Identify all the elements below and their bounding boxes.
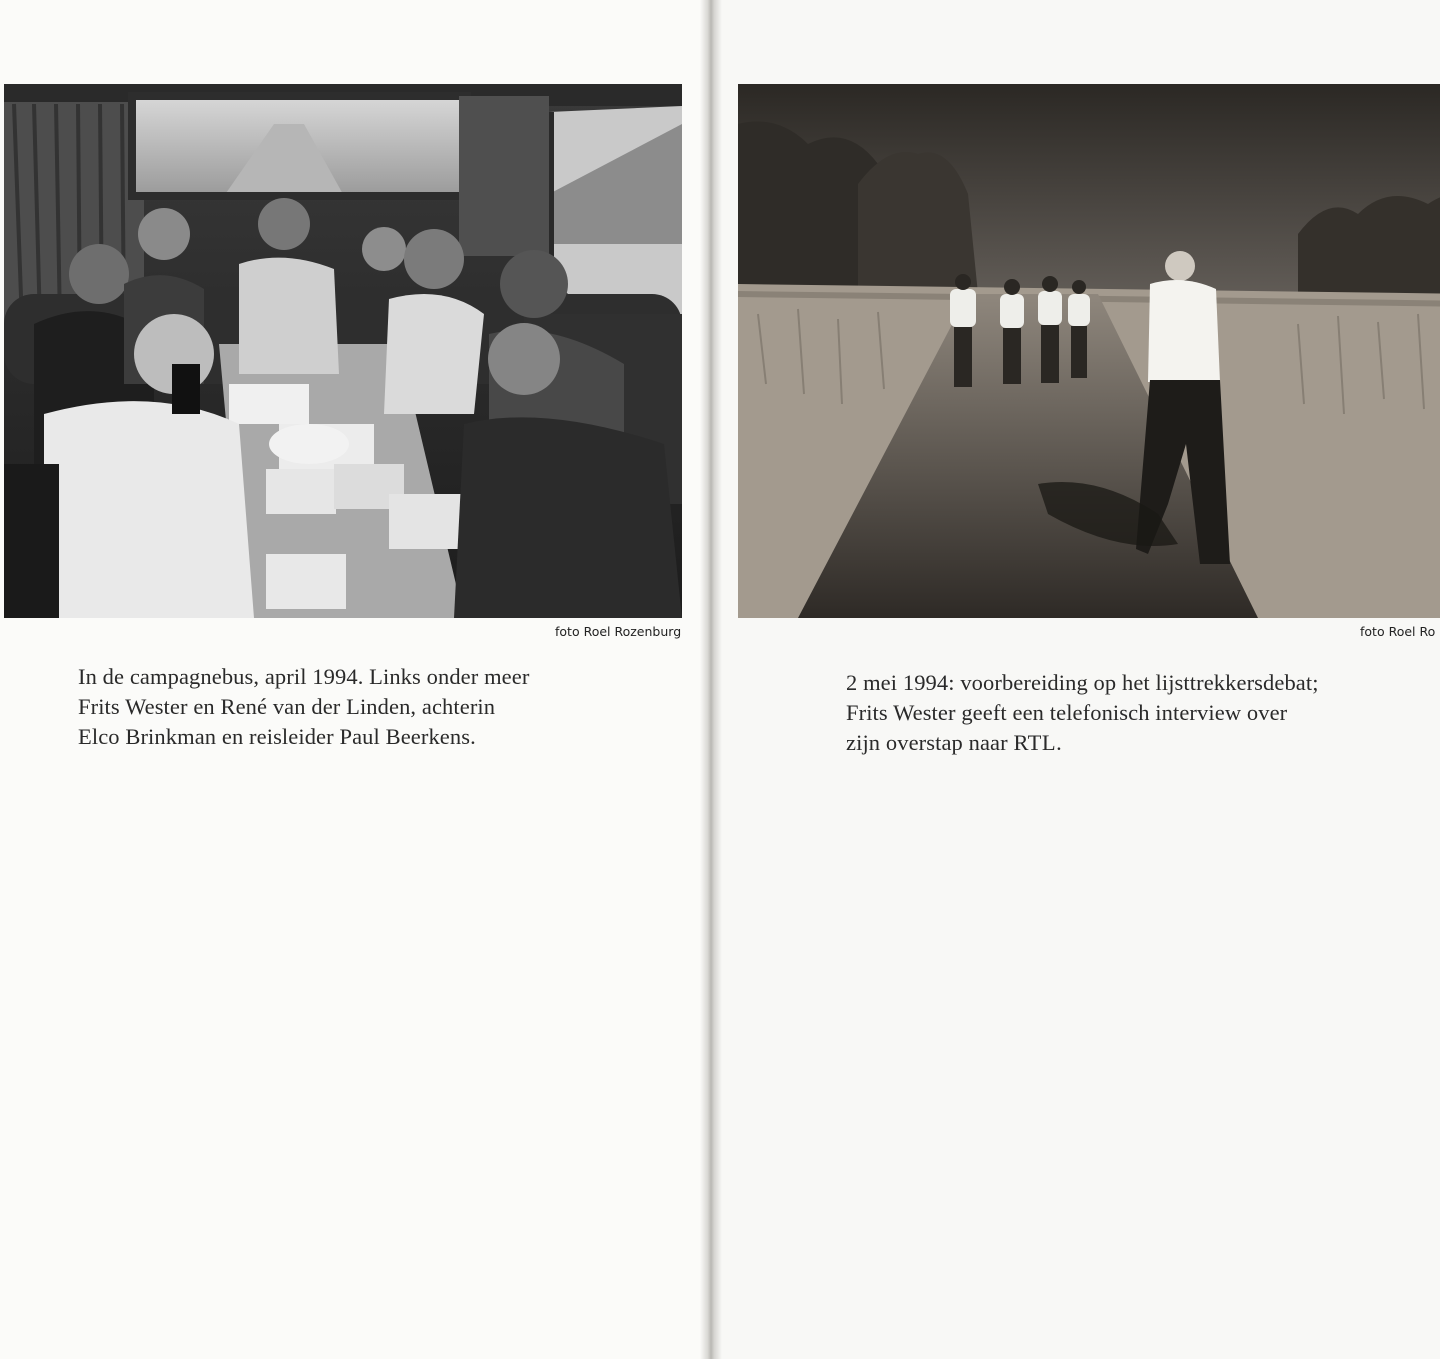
- caption-line-suffix: .: [1056, 730, 1062, 755]
- caption-line: Elco Brinkman en reisleider Paul Beerkens.: [78, 724, 476, 749]
- field-walk-photo: [738, 84, 1440, 618]
- photo-credit: foto Roel Ro: [1360, 624, 1436, 639]
- caption-line: Frits Wester en René van der Linden, achterin: [78, 694, 496, 719]
- photo-caption: [78, 662, 529, 752]
- caption-line-prefix: zijn overstap naar: [846, 730, 1014, 755]
- campaign-bus-photo: [4, 84, 682, 618]
- caption-abbreviation: RTL: [1013, 730, 1057, 755]
- campaign-bus-photo-image: [4, 84, 682, 618]
- caption-line: 2 mei 1994: voorbereiding op het lijsttrekkersdebat;: [846, 670, 1319, 695]
- right-page: [710, 0, 1440, 1359]
- photo-credit: foto Roel Rozenburg: [555, 624, 682, 639]
- caption-line: Frits Wester geeft een telefonisch interview over: [846, 700, 1288, 725]
- caption-line: In de campagnebus, april 1994. Links onder meer: [78, 664, 530, 689]
- field-walk-photo-image: [738, 84, 1440, 618]
- photo-caption: [846, 668, 1319, 758]
- caption-line: [846, 728, 1319, 758]
- book-gutter: [700, 0, 722, 1359]
- left-page: [0, 0, 708, 1359]
